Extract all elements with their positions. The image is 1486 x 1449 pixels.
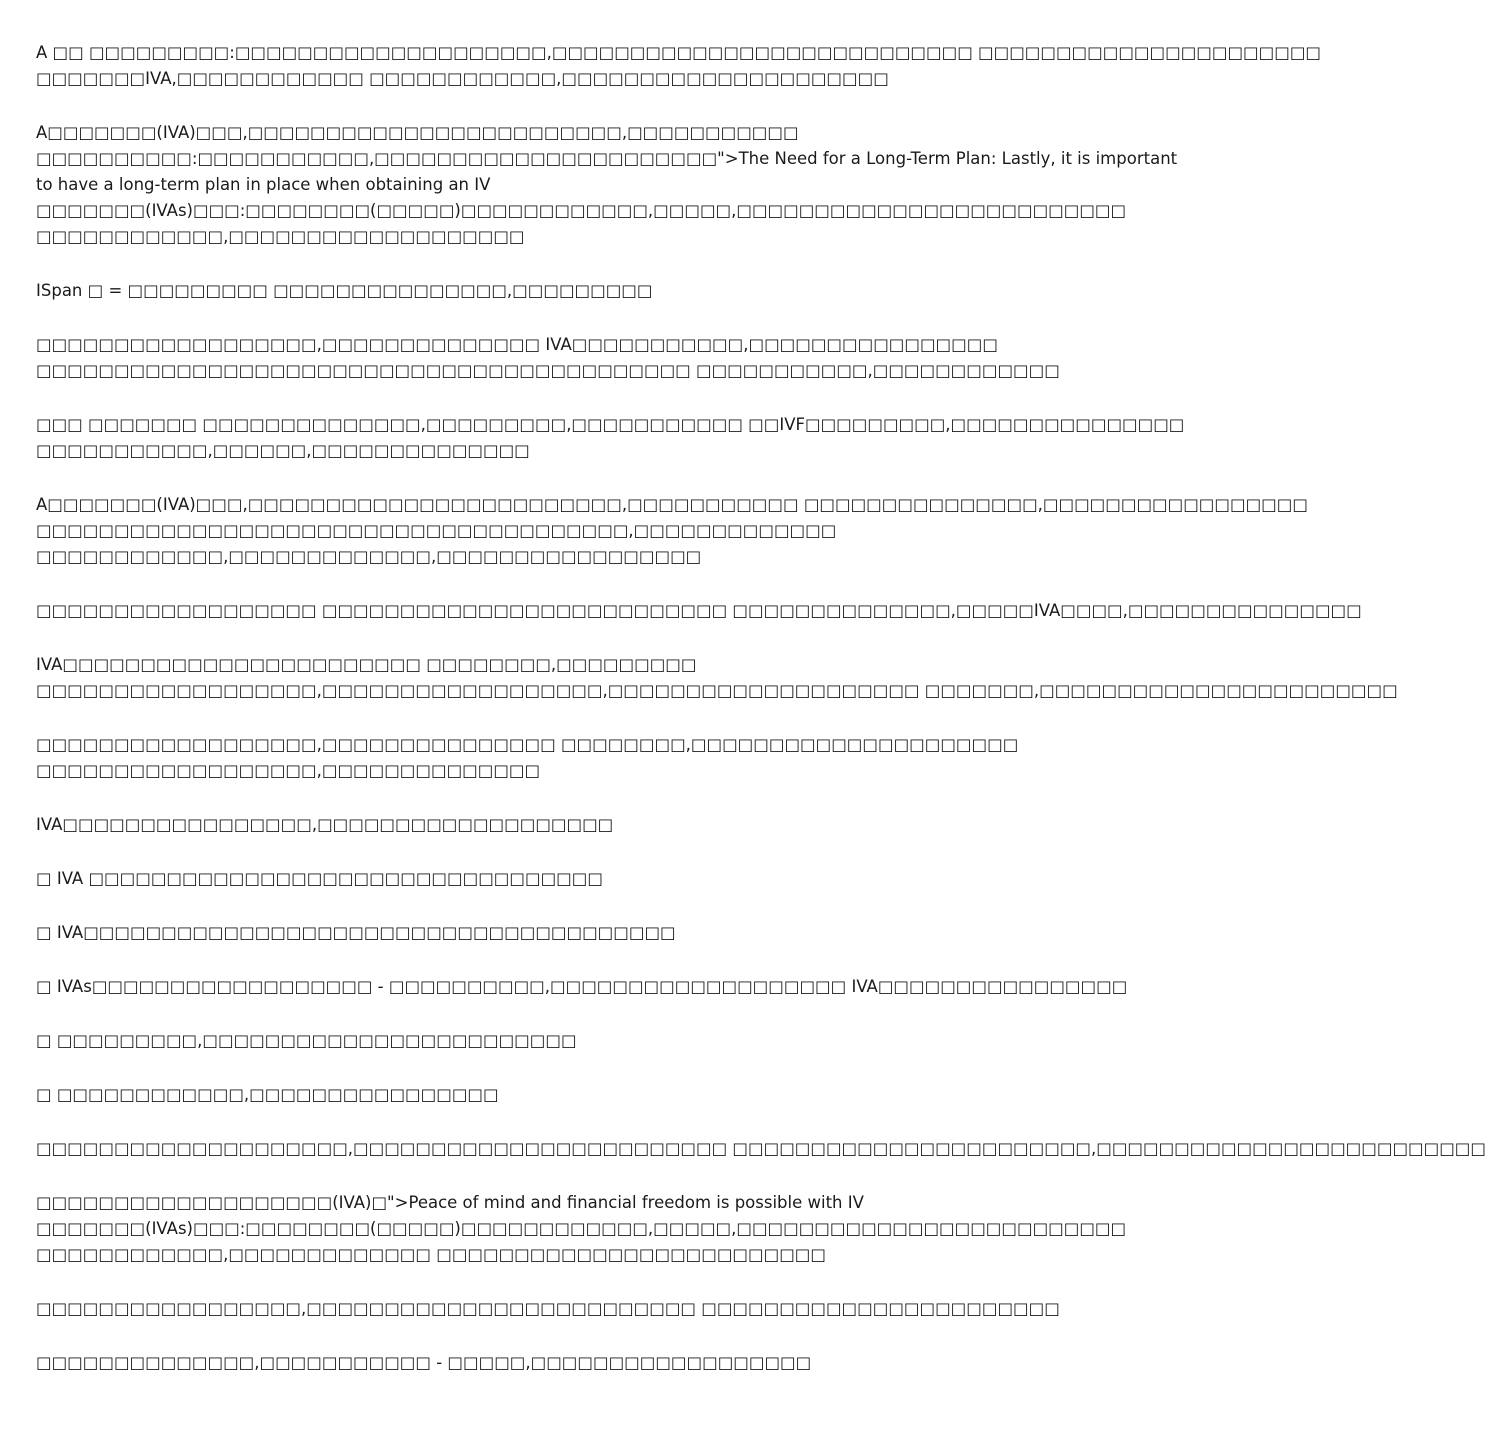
text-line: □ IVAs□□□□□□□□□□□□□□□□□□ - □□□□□□□□□□,□□□□□□□□□□□□□□□□□□□ IVA□□□□□□□□□□□□□□□□	[36, 977, 1128, 996]
bullet-item-4	[36, 1028, 988, 1054]
paragraph-2	[36, 120, 1178, 250]
text-line: □□□□□□□(IVAs)□□□:□□□□□□□□(□□□□□)□□□□□□□□□□□□,□□□□□,□□□□□□□□□□□□□□□□□□□□□□□□□	[36, 1219, 1127, 1238]
paragraph-3	[36, 278, 988, 304]
paragraph-9	[36, 732, 1019, 784]
bullet-item-2	[36, 920, 988, 946]
text-line: □□□□□□□□□□□□□□□□□□,□□□□□□□□□□□□□□□□□□,□□□□□□□□□□□□□□□□□□□□ □□□□□□□,□□□□□□□□□□□□□□□□□□□□□□□	[36, 681, 1398, 700]
text-line: □□□□□□□□□□□□□□□□□□,□□□□□□□□□□□□□□	[36, 761, 541, 780]
text-line: A□□□□□□□(IVA)□□□,□□□□□□□□□□□□□□□□□□□□□□□□,□□□□□□□□□□□ □□□□□□□□□□□□□□□,□□□□□□□□□□□□□□□□□	[36, 495, 1308, 514]
text-line: A □□ □□□□□□□□□:□□□□□□□□□□□□□□□□□□□□,□□□□□□□□□□□□□□□□□□□□□□□□□□□ □□□□□□□□□□□□□□□□□□□□□□	[36, 43, 1321, 62]
text-line: IVA□□□□□□□□□□□□□□□□□□□□□□□ □□□□□□□□,□□□□□□□□□	[36, 655, 697, 674]
text-line: □□□□□□□□□□□□□□□□□□,□□□□□□□□□□□□□□ IVA□□□□□□□□□□□,□□□□□□□□□□□□□□□□	[36, 335, 998, 354]
text-line: ISpan □ = □□□□□□□□□ □□□□□□□□□□□□□□□,□□□□□□□□□	[36, 281, 653, 300]
paragraph-12	[36, 1190, 1127, 1268]
text-line: □ IVA□□□□□□□□□□□□□□□□□□□□□□□□□□□□□□□□□□□□□□	[36, 923, 676, 942]
paragraph-6	[36, 492, 1308, 570]
text-line: □□□□□□□□□□□□□□,□□□□□□□□□□□ - □□□□□,□□□□□□□□□□□□□□□□□□	[36, 1353, 812, 1372]
text-line: □ □□□□□□□□□□□□,□□□□□□□□□□□□□□□□	[36, 1085, 499, 1104]
paragraph-5	[36, 412, 1185, 464]
paragraph-7	[36, 598, 1362, 624]
text-line: □□□□□□□□□□□□,□□□□□□□□□□□□□ □□□□□□□□□□□□□□□□□□□□□□□□□	[36, 1245, 826, 1264]
text-line: □□□□□□□□□□□□,□□□□□□□□□□□□□,□□□□□□□□□□□□□□□□□	[36, 547, 702, 566]
text-line: □□□□□□□□□□□□□□□□□□□□□□□□□□□□□□□□□□□□□□□□□□ □□□□□□□□□□□,□□□□□□□□□□□□	[36, 361, 1060, 380]
paragraph-14	[36, 1350, 988, 1376]
text-line: □□□□□□□□□□:□□□□□□□□□□□,□□□□□□□□□□□□□□□□□□□□□□">The Need for a Long-Term Plan: Lastly, it is important	[36, 149, 1178, 168]
text-line: □□□□□□□□□□□,□□□□□□,□□□□□□□□□□□□□□	[36, 441, 530, 460]
text-line: □□□□□□□□□□□□□□□□□□□□□□□□□□□□□□□□□□□□□□,□□□□□□□□□□□□□	[36, 521, 837, 540]
text-line: □□□□□□□□□□□□□□□□□,□□□□□□□□□□□□□□□□□□□□□□□□□ □□□□□□□□□□□□□□□□□□□□□□□	[36, 1299, 1060, 1318]
text-line: □□□ □□□□□□□ □□□□□□□□□□□□□□,□□□□□□□□□,□□□□□□□□□□□ □□IVF□□□□□□□□□,□□□□□□□□□□□□□□□	[36, 415, 1185, 434]
text-line: □□□□□□□□□□□□□□□□□□□(IVA)□">Peace of mind and financial freedom is possible with IV	[36, 1193, 864, 1212]
paragraph-1	[36, 40, 1321, 92]
text-line: □□□□□□□□□□□□,□□□□□□□□□□□□□□□□□□□	[36, 227, 525, 246]
paragraph-13	[36, 1296, 1060, 1322]
bullet-item-5	[36, 1082, 988, 1108]
paragraph-8	[36, 652, 1398, 704]
paragraph-4	[36, 332, 1060, 384]
bullet-item-3	[36, 974, 1128, 1000]
paragraph-11	[36, 1136, 1486, 1162]
text-line: □ □□□□□□□□□,□□□□□□□□□□□□□□□□□□□□□□□□	[36, 1031, 577, 1050]
text-line: □□□□□□□□□□□□□□□□□□□□,□□□□□□□□□□□□□□□□□□□□□□□□ □□□□□□□□□□□□□□□□□□□□□□□,□□□□□□□□□□□□□□□□□□□□□□□□□	[36, 1139, 1486, 1158]
text-line: □□□□□□□IVA,□□□□□□□□□□□□ □□□□□□□□□□□□,□□□□□□□□□□□□□□□□□□□□□	[36, 69, 889, 88]
bullet-item-1	[36, 866, 988, 892]
paragraph-10	[36, 812, 988, 838]
text-line: □ IVA □□□□□□□□□□□□□□□□□□□□□□□□□□□□□□□□□	[36, 869, 603, 888]
text-line: □□□□□□□(IVAs)□□□:□□□□□□□□(□□□□□)□□□□□□□□□□□□,□□□□□,□□□□□□□□□□□□□□□□□□□□□□□□□	[36, 201, 1127, 220]
text-line: IVA□□□□□□□□□□□□□□□□,□□□□□□□□□□□□□□□□□□□	[36, 815, 614, 834]
text-line: □□□□□□□□□□□□□□□□□□ □□□□□□□□□□□□□□□□□□□□□□□□□□ □□□□□□□□□□□□□□,□□□□□IVA□□□□,□□□□□□□□□□□□□□□	[36, 601, 1362, 620]
text-line: A□□□□□□□(IVA)□□□,□□□□□□□□□□□□□□□□□□□□□□□□,□□□□□□□□□□□	[36, 123, 799, 142]
text-line: to have a long-term plan in place when obtaining an IV	[36, 175, 491, 194]
text-line: □□□□□□□□□□□□□□□□□□,□□□□□□□□□□□□□□□ □□□□□□□□,□□□□□□□□□□□□□□□□□□□□□	[36, 735, 1019, 754]
document-body	[36, 40, 1486, 1376]
